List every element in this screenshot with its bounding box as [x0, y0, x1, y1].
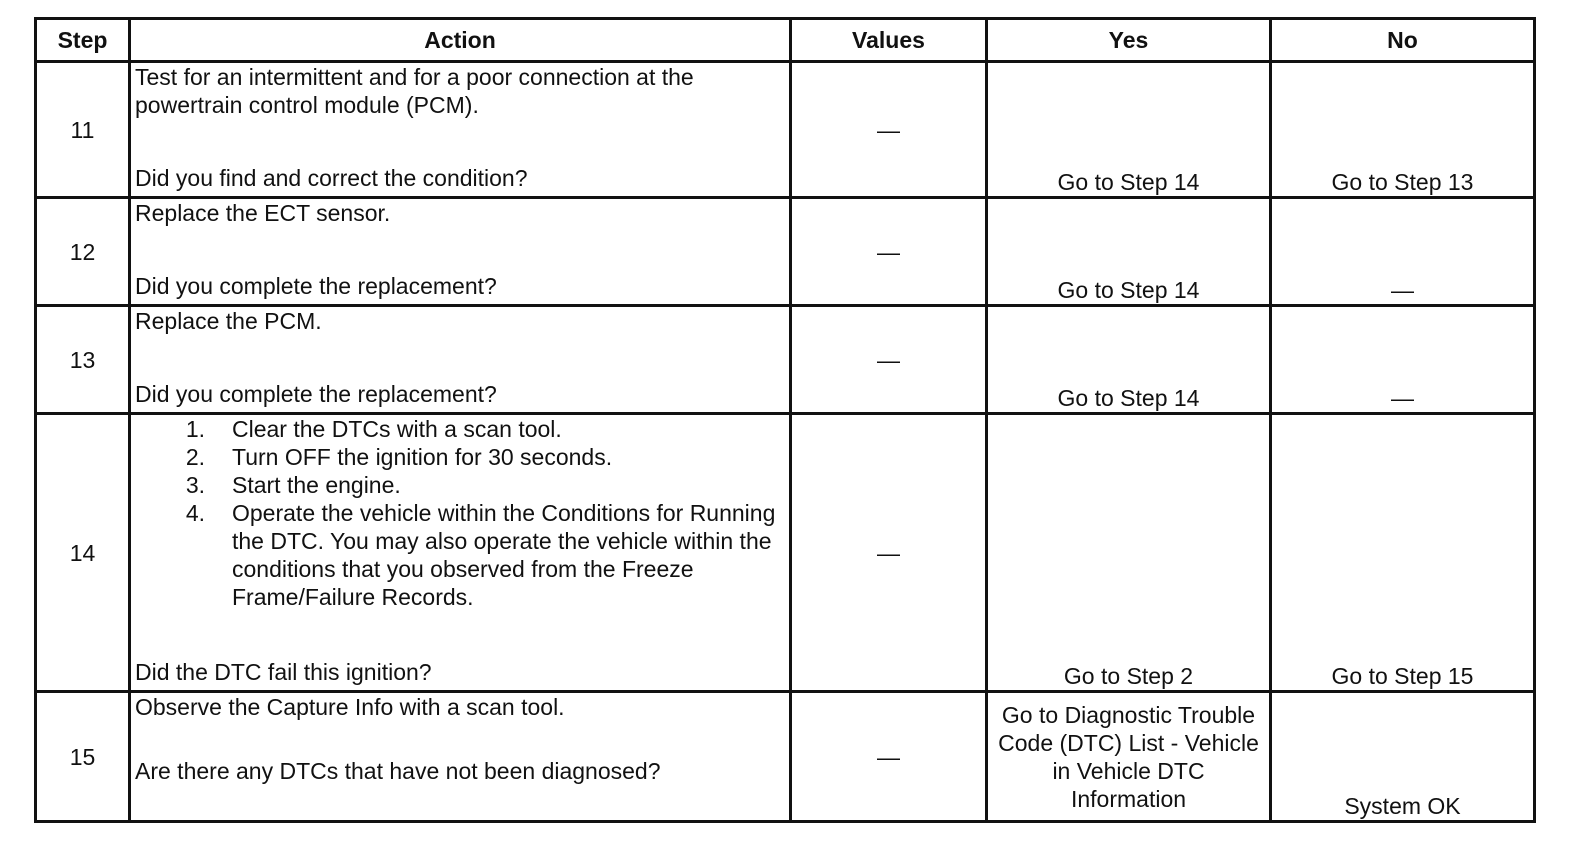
action-question: Did the DTC fail this ignition?: [135, 659, 432, 685]
action-cell: [130, 306, 791, 414]
column-header-step: Step: [36, 19, 130, 62]
values-cell: —: [791, 414, 987, 692]
action-instruction: Test for an intermittent and for a poor connection at the powertrain control module (PCM).: [135, 64, 694, 118]
values-cell: —: [791, 198, 987, 306]
column-header-action: Action: [130, 19, 791, 62]
column-header-yes: Yes: [987, 19, 1271, 62]
table-row: [36, 62, 1535, 198]
action-instruction: Replace the PCM.: [135, 308, 322, 334]
values-cell: —: [791, 692, 987, 822]
no-result: Go to Step 13: [1271, 62, 1535, 198]
action-cell: [130, 198, 791, 306]
procedure-item-text: Turn OFF the ignition for 30 seconds.: [232, 444, 613, 470]
procedure-item-number: 3.: [185, 472, 205, 498]
action-instruction: Replace the ECT sensor.: [135, 200, 391, 226]
step-number: 14: [36, 414, 130, 692]
action-instruction: Observe the Capture Info with a scan tool.: [135, 694, 565, 720]
values-cell: —: [791, 62, 987, 198]
procedure-item: [135, 443, 785, 471]
yes-result: Go to Diagnostic Trouble Code (DTC) List - Vehicle in Vehicle DTC Information: [987, 692, 1271, 822]
step-number: 12: [36, 198, 130, 306]
action-question: Are there any DTCs that have not been diagnosed?: [135, 758, 661, 784]
action-cell: [130, 62, 791, 198]
procedure-item-number: 4.: [185, 500, 205, 526]
table-row: [36, 692, 1535, 822]
procedure-item-number: 2.: [185, 444, 205, 470]
header-row: [36, 19, 1535, 62]
values-cell: —: [791, 306, 987, 414]
action-question: Did you complete the replacement?: [135, 381, 497, 407]
table-row: [36, 198, 1535, 306]
no-result: Go to Step 15: [1271, 414, 1535, 692]
yes-result: Go to Step 2: [987, 414, 1271, 692]
procedure-item-number: 1.: [185, 416, 205, 442]
step-number: 13: [36, 306, 130, 414]
yes-result: Go to Step 14: [987, 62, 1271, 198]
no-result: System OK: [1271, 692, 1535, 822]
table-row: [36, 414, 1535, 692]
yes-result: Go to Step 14: [987, 198, 1271, 306]
step-number: 11: [36, 62, 130, 198]
table-row: [36, 306, 1535, 414]
procedure-item: [135, 499, 785, 611]
action-cell: [130, 414, 791, 692]
procedure-item-text: Start the engine.: [232, 472, 401, 498]
procedure-item: [135, 415, 785, 443]
no-result: —: [1271, 306, 1535, 414]
diagnostic-table: [34, 17, 1536, 823]
action-cell: [130, 692, 791, 822]
procedure-list: [135, 415, 785, 611]
action-question: Did you complete the replacement?: [135, 273, 497, 299]
no-result: —: [1271, 198, 1535, 306]
procedure-item-text: Operate the vehicle within the Conditions for Running the DTC. You may also operate the vehicle within the conditions that you observed from the Freeze Frame/Failure Records.: [232, 500, 776, 610]
column-header-values: Values: [791, 19, 987, 62]
procedure-item: [135, 471, 785, 499]
yes-result: Go to Step 14: [987, 306, 1271, 414]
step-number: 15: [36, 692, 130, 822]
column-header-no: No: [1271, 19, 1535, 62]
action-question: Did you find and correct the condition?: [135, 165, 528, 191]
procedure-item-text: Clear the DTCs with a scan tool.: [232, 416, 562, 442]
